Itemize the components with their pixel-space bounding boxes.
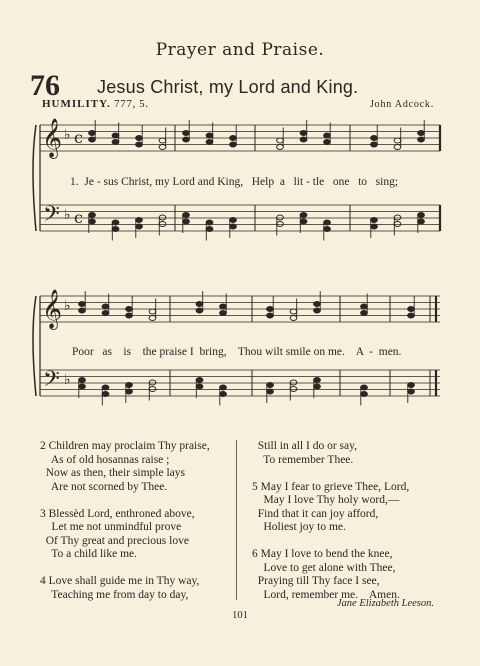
column-divider (236, 440, 237, 600)
verse-line: Love to get alone with Thee, (252, 561, 396, 574)
lyrics-line-1: 1. Je - sus Christ, my Lord and King, Help a lit - tle one to sing; (70, 176, 399, 188)
key-signature-flat: ♭ (64, 127, 71, 143)
note-head (418, 137, 425, 142)
note-head (79, 384, 86, 389)
bass-clef: 𝄢 (43, 367, 60, 397)
note-head (371, 142, 378, 147)
key-signature-flat: ♭ (64, 298, 71, 314)
note-head (277, 145, 284, 150)
note-head (394, 215, 401, 220)
note-head (183, 137, 190, 142)
note-head (267, 389, 274, 394)
note-head (300, 131, 307, 136)
note-head (149, 387, 156, 392)
note-head (371, 136, 378, 141)
verse-line: 4 Love shall guide me in Thy way, (40, 575, 200, 587)
note-head (126, 313, 133, 318)
note-head (220, 304, 227, 309)
note-head (149, 309, 156, 314)
note-head (394, 145, 401, 150)
note-head (206, 227, 213, 232)
note-head (196, 384, 203, 389)
note-head (102, 385, 109, 390)
note-head (102, 392, 109, 397)
note-head (220, 385, 227, 390)
note-head (206, 140, 213, 145)
note-head (79, 378, 86, 383)
bass-clef: 𝄢 (43, 202, 60, 232)
verse-line: 6 May I love to bend the knee, (252, 548, 393, 560)
note-head (324, 133, 331, 138)
note-head (159, 215, 166, 220)
note-head (89, 131, 96, 136)
note-head (361, 304, 368, 309)
verse-line: Holiest joy to me. (252, 521, 346, 533)
note-head (418, 131, 425, 136)
note-head (277, 222, 284, 227)
note-head (418, 213, 425, 218)
tune-meter: 777, 5. (114, 98, 149, 110)
time-signature: c (74, 208, 83, 227)
note-head (394, 222, 401, 227)
verse-line: 2 Children may proclaim Thy praise, (40, 440, 210, 452)
note-head (418, 219, 425, 224)
note-head (361, 311, 368, 316)
note-head (300, 219, 307, 224)
note-head (196, 378, 203, 383)
note-head (408, 389, 415, 394)
note-head (183, 131, 190, 136)
verse-line: Let me not unmindful prove (40, 521, 182, 533)
verse-line: Of Thy great and precious love (40, 534, 189, 547)
note-head (136, 136, 143, 141)
note-head (126, 389, 133, 394)
note-head (136, 218, 143, 223)
note-head (112, 227, 119, 232)
note-head (300, 137, 307, 142)
brace (33, 296, 36, 396)
key-signature-flat: ♭ (64, 207, 71, 223)
note-head (183, 219, 190, 224)
note-head (220, 392, 227, 397)
verses-right-column (252, 440, 409, 602)
note-head (102, 304, 109, 309)
note-head (79, 308, 86, 313)
verse-line (40, 494, 210, 508)
note-head (267, 307, 274, 312)
note-head (89, 219, 96, 224)
note-head (290, 316, 297, 321)
section-title: Prayer and Praise. (155, 40, 325, 60)
hymn-number: 76 (30, 69, 60, 102)
note-head (394, 138, 401, 143)
note-head (112, 140, 119, 145)
brace (33, 125, 36, 231)
note-head (89, 213, 96, 218)
note-head (230, 224, 237, 229)
verse-line: May I love Thy holy word,— (252, 494, 400, 506)
time-signature: c (74, 128, 83, 147)
verse-line: To a child like me. (40, 548, 138, 560)
note-head (196, 308, 203, 313)
note-head (361, 385, 368, 390)
note-head (102, 311, 109, 316)
note-head (314, 384, 321, 389)
note-head (267, 313, 274, 318)
composer: John Adcock. (369, 99, 434, 110)
note-head (126, 307, 133, 312)
note-head (324, 227, 331, 232)
verse-line (40, 562, 210, 576)
note-head (408, 307, 415, 312)
note-head (314, 308, 321, 313)
note-head (89, 137, 96, 142)
verse-line: Teaching me from day to day, (40, 588, 189, 601)
note-head (324, 140, 331, 145)
note-head (277, 138, 284, 143)
verses-left-column (40, 440, 210, 602)
verse-line (252, 467, 409, 481)
note-head (196, 302, 203, 307)
note-head (267, 383, 274, 388)
note-head (112, 220, 119, 225)
verse-line: As of old hosannas raise ; (40, 453, 170, 466)
verse-line: Now as then, their simple lays (40, 467, 186, 479)
verse-line: 5 May I fear to grieve Thee, Lord, (252, 480, 410, 493)
lyrics-line-2: Poor as is the praise I bring, Thou wilt smile on me. A - men. (72, 346, 402, 358)
note-head (136, 224, 143, 229)
tune-name: HUMILITY. (42, 98, 111, 110)
note-head (408, 313, 415, 318)
note-head (277, 215, 284, 220)
verse-line: Lord, remember me. Amen. (252, 588, 400, 601)
note-head (159, 138, 166, 143)
note-head (361, 392, 368, 397)
hymn-title: Jesus Christ, my Lord and King. (97, 77, 359, 97)
note-head (230, 136, 237, 141)
verse-line: Are not scorned by Thee. (40, 480, 168, 493)
treble-clef: 𝄞 (42, 289, 63, 329)
lyricist-attribution: Jane Elizabeth Leeson. (336, 598, 434, 609)
verse-line: 3 Blessèd Lord, enthroned above, (40, 507, 195, 520)
note-head (408, 383, 415, 388)
note-head (136, 142, 143, 147)
note-head (314, 302, 321, 307)
note-head (290, 309, 297, 314)
note-head (371, 224, 378, 229)
note-head (79, 302, 86, 307)
note-head (324, 220, 331, 225)
note-head (220, 311, 227, 316)
note-head (206, 220, 213, 225)
note-head (290, 387, 297, 392)
note-head (230, 218, 237, 223)
verse-line: Still in all I do or say, (252, 440, 357, 452)
verse-line: Praying till Thy face I see, (252, 575, 380, 587)
note-head (149, 316, 156, 321)
treble-clef: 𝄞 (42, 118, 63, 158)
note-head (314, 378, 321, 383)
note-head (183, 213, 190, 218)
note-head (159, 145, 166, 150)
note-head (290, 380, 297, 385)
note-head (112, 133, 119, 138)
key-signature-flat: ♭ (64, 372, 71, 388)
verse-line: Find that it can joy afford, (252, 507, 379, 520)
note-head (126, 383, 133, 388)
verse-line (252, 535, 409, 549)
note-head (371, 218, 378, 223)
note-head (300, 213, 307, 218)
page-number: 101 (232, 610, 248, 621)
note-head (230, 142, 237, 147)
note-head (206, 133, 213, 138)
note-head (159, 222, 166, 227)
note-head (149, 380, 156, 385)
verse-line: To remember Thee. (252, 453, 354, 466)
